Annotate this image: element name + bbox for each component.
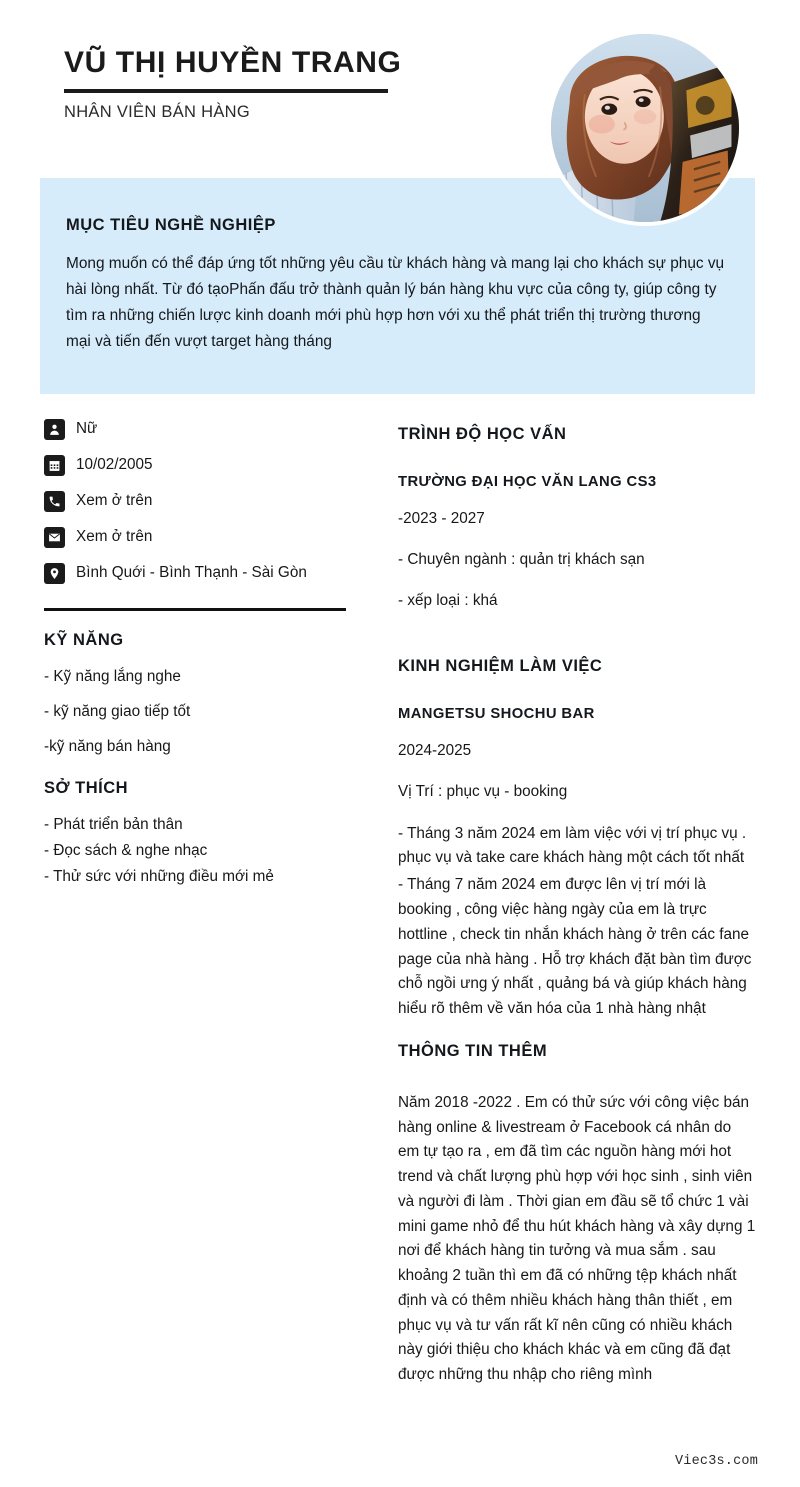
right-column bbox=[398, 425, 756, 1390]
experience-bullet: - Tháng 3 năm 2024 em làm việc với vị trí phục vụ . phục vụ và take care khách hàng một cách tốt nhất bbox=[398, 824, 747, 867]
experience-heading: KINH NGHIỆM LÀM VIỆC bbox=[398, 656, 603, 675]
portrait-photo bbox=[551, 34, 739, 222]
left-column bbox=[44, 418, 346, 892]
calendar-icon bbox=[44, 455, 65, 476]
hobby-item: - Đọc sách & nghe nhạc bbox=[44, 841, 208, 859]
contact-value-phone: Xem ở trên bbox=[76, 492, 153, 509]
skills-heading: KỸ NĂNG bbox=[44, 631, 124, 649]
experience-company: MANGETSU SHOCHU BAR bbox=[398, 705, 595, 722]
location-pin-icon bbox=[44, 563, 65, 584]
spacer bbox=[398, 1024, 756, 1042]
contact-item-address bbox=[44, 562, 346, 584]
additional-info-text: Năm 2018 -2022 . Em có thử sức với công việc bán hàng online & livestream ở Facebook cá nhân do em tự tạo ra , em đã tìm các nguồn hàng mới hot trend và chất lượng phù hợp với học sinh , sinh viên và người đi làm . Thời gian em đầu sẽ tổ chức 1 vài mini game nhỏ để thu hút khách hàng và xây dựng 1 nơi để khách hàng tin tưởng và mua sắm . sau khoảng 2 tuần thì em đã có những tệp khách nhất định và có thêm nhiều khách hàng thân thiết , em phục vụ và tư vấn rất kĩ nên cũng có nhiều khách này giới thiệu cho khách khác và em cũng đã đạt được những thu nhập cho riêng mình bbox=[398, 1093, 756, 1384]
objective-heading: MỤC TIÊU NGHỀ NGHIỆP bbox=[66, 216, 276, 234]
skill-item: -kỹ năng bán hàng bbox=[44, 738, 171, 756]
spacer bbox=[398, 631, 756, 657]
page-title: VŨ THỊ HUYỀN TRANG bbox=[64, 46, 402, 79]
contact-value-birthdate: 10/02/2005 bbox=[76, 456, 153, 473]
contact-item-gender bbox=[44, 418, 346, 440]
experience-position: Vị Trí : phục vụ - booking bbox=[398, 782, 568, 800]
left-column-divider bbox=[44, 608, 346, 611]
objective-text: Mong muốn có thể đáp ứng tốt những yêu cầu từ khách hàng và mang lại cho khách sự phục vụ hài lòng nhất. Từ đó tạoPhấn đấu trở thành quản lý bán hàng khu vực của công ty, giúp công ty tìm ra những chiến lược kinh doanh mới phù hợp hơn với xu thể phát triển thị trường thương mại và tiến đến vượt target hàng tháng bbox=[66, 255, 725, 350]
education-school: TRƯỜNG ĐẠI HỌC VĂN LANG CS3 bbox=[398, 474, 657, 490]
education-heading: TRÌNH ĐỘ HỌC VẤN bbox=[398, 425, 567, 443]
portrait-illustration bbox=[551, 34, 739, 222]
education-major: - Chuyên ngành : quản trị khách sạn bbox=[398, 550, 645, 568]
hobby-item: - Thử sức với những điều mới mẻ bbox=[44, 867, 274, 885]
experience-period: 2024-2025 bbox=[398, 741, 472, 759]
avatar bbox=[547, 30, 743, 226]
skill-item: - kỹ năng giao tiếp tốt bbox=[44, 703, 191, 721]
education-grade: - xếp loại : khá bbox=[398, 591, 498, 609]
skill-item: - Kỹ năng lắng nghe bbox=[44, 668, 181, 685]
contact-value-email: Xem ở trên bbox=[76, 528, 153, 545]
hobby-item: - Phát triển bản thân bbox=[44, 815, 183, 833]
phone-icon bbox=[44, 491, 65, 512]
contact-item-phone bbox=[44, 490, 346, 512]
envelope-icon bbox=[44, 527, 65, 548]
header bbox=[64, 46, 534, 122]
name-underline-rule bbox=[64, 89, 388, 93]
person-icon bbox=[44, 419, 65, 440]
additional-info-heading: THÔNG TIN THÊM bbox=[398, 1041, 548, 1060]
experience-bullet: - Tháng 7 năm 2024 em được lên vị trí mới là booking , công việc hàng ngày của em là trực hottline , check tin nhắn khách hàng ở trên các fane page của nhà hàng . Hỗ trợ khách đặt bàn tìm được chỗ ngồi ưng ý nhất , quảng bá và giúp khách hàng hiểu rõ thêm về văn hóa của 1 nhà hàng nhật bbox=[398, 876, 752, 1018]
footer-watermark: Viec3s.com bbox=[674, 1454, 758, 1469]
contact-item-email bbox=[44, 526, 346, 548]
job-title: NHÂN VIÊN BÁN HÀNG bbox=[64, 102, 251, 121]
contact-list bbox=[44, 418, 346, 584]
contact-value-address: Bình Quới - Bình Thạnh - Sài Gòn bbox=[76, 564, 307, 581]
hobbies-heading: SỞ THÍCH bbox=[44, 778, 129, 797]
contact-value-gender: Nữ bbox=[76, 420, 98, 437]
contact-item-birthdate bbox=[44, 454, 346, 476]
education-years: -2023 - 2027 bbox=[398, 510, 485, 527]
